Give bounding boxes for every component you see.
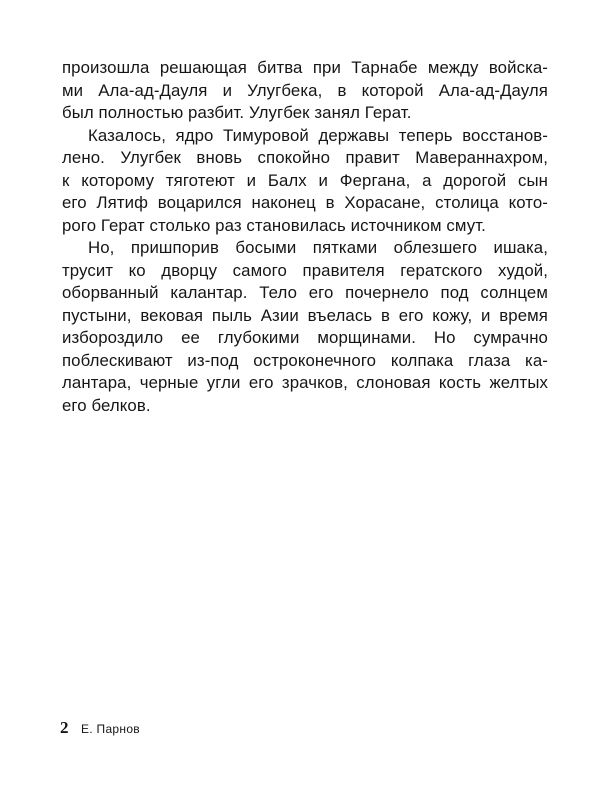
text-line: оборванный калантар. Тело его почернело под солнцем [62, 283, 548, 302]
text-line: к которому тяготеют и Балх и Фергана, а дорогой сын [62, 170, 548, 190]
text-line: лено. Улугбек вновь спокойно правит Мавераннахром, [62, 148, 548, 167]
author-name: Е. Парнов [80, 722, 140, 736]
body-text [62, 57, 548, 417]
text-line: был полностью разбит. Улугбек занял Герат. [62, 103, 412, 122]
text-line: его белков. [62, 395, 151, 415]
text-line: лантара, черные угли его зрачков, слоновая кость желтых [62, 373, 548, 392]
text-line: трусит ко дворцу самого правителя гератского худой, [62, 260, 548, 280]
text-line: ми Ала-ад-Дауля и Улугбека, в которой Ала-ад-Дауля [62, 80, 548, 100]
paragraph-first-line: Но, пришпорив босыми пятками облезшего ишака, [88, 238, 548, 257]
text-line: поблескивают из-под остроконечного колпака глаза ка- [62, 350, 548, 370]
page-footer [60, 718, 140, 738]
text-line: произошла решающая битва при Тарнабе между войска- [62, 58, 548, 77]
page-number: 2 [60, 718, 69, 737]
text-line: избороздило ее глубокими морщинами. Но сумрачно [62, 328, 548, 347]
paragraph-first-line: Казалось, ядро Тимуровой державы теперь восстанов- [88, 125, 548, 145]
text-line: рого Герат столько раз становилась источником смут. [62, 215, 486, 235]
text-line: пустыни, вековая пыль Азии въелась в его кожу, и время [62, 305, 548, 325]
text-line: его Лятиф воцарился наконец в Хорасане, столица кото- [62, 193, 548, 212]
